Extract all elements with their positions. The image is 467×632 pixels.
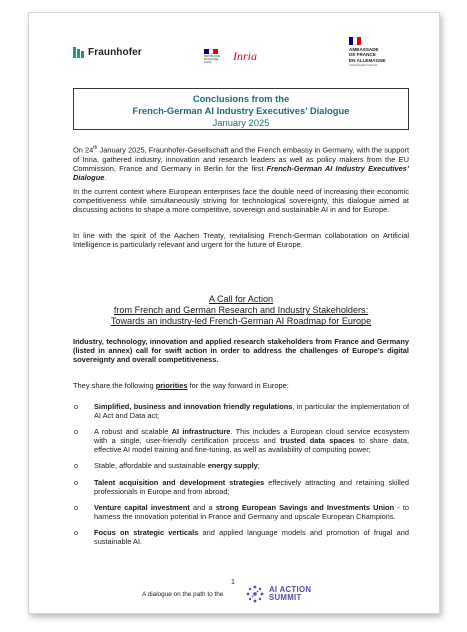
lead-text: Industry, technology, innovation and applied research stakeholders from France and Germany (listed in annex) call for swift action in order to address the challenges of Europe’s digital sovereignty and overall competitiveness. (73, 337, 409, 365)
intro-p3-text: In line with the spirit of the Aachen Treaty, revitalising French-German collaboration on Artificial Intelligence is particularly relevant and urgent for the future of Europe. (73, 231, 409, 250)
intro-paragraph-1 (73, 144, 409, 182)
call-line-1: A Call for Action (208, 294, 274, 304)
list-item-pre: Stable, affordable and sustainable (94, 461, 208, 471)
priorities-list (73, 402, 409, 553)
fraunhofer-wordmark: Fraunhofer (88, 47, 142, 58)
list-item-bold: energy supply (207, 461, 258, 471)
ambassade-line-1: AMBASSADE (349, 47, 379, 52)
republique-francaise-logo (204, 49, 224, 65)
fraunhofer-mark-icon (73, 47, 84, 58)
title-line-1: Conclusions from the (192, 93, 290, 104)
list-item (73, 503, 409, 521)
priorities-word: priorities (155, 381, 188, 390)
priorities-b: for the way forward in Europe: (187, 381, 289, 390)
intro-p1-end: . (104, 173, 107, 183)
summit-dots-icon (245, 584, 265, 604)
bullet-icon: o (74, 427, 79, 437)
list-item-text: effectively attracting and retaining skilled professionals in Europe and from abroad; (94, 477, 409, 496)
call-line-3: Towards an industry-led French-German AI Roadmap for Europe (110, 316, 372, 327)
intro-p1-sup: th (93, 145, 98, 151)
french-flag-icon (204, 49, 218, 54)
list-item-bold: Venture capital investment (94, 502, 190, 512)
intro-paragraph-3 (73, 231, 409, 249)
list-item (73, 427, 409, 454)
list-item (73, 478, 409, 496)
lead-paragraph (73, 337, 409, 365)
title-line-2: French-German AI Industry Executives’ Dialogue (132, 104, 350, 116)
footer-tagline: A dialogue on the path to the (142, 591, 224, 598)
bullet-icon: o (74, 402, 79, 411)
list-item-bold-2: strong European Savings and Investments Union (215, 502, 395, 512)
list-item (73, 461, 409, 470)
priorities-intro (73, 381, 409, 390)
list-item-text: to share data, effective AI model training and fine-tuning, as well as availability of computing power; (94, 436, 410, 455)
intro-p1-b: January 2025, Fraunhofer-Gesellschaft and the French embassy in Germany, with the support of Inria, gathered industry, innovation and research leaders as well as policy makers from the EU Commission, France and Germany in Berlin for the first (73, 145, 410, 173)
summit-line-1: AI ACTION (269, 584, 312, 594)
list-item (73, 402, 409, 420)
page-number: 1 (231, 579, 235, 586)
list-item-text: ; (257, 461, 260, 471)
ambassade-logo (349, 37, 409, 67)
logo-header (29, 13, 439, 73)
priorities-a: They share the following (73, 381, 156, 390)
list-item-mid: . This includes a European cloud service ecosystem with a single, user-friendly certification process and (94, 427, 409, 446)
inria-logo: Inria (233, 49, 257, 63)
document-page (28, 12, 440, 614)
ambassade-line-3: EN ALLEMAGNE (349, 57, 386, 63)
call-line-2: from French and German Research and Industry Stakeholders: (113, 305, 369, 316)
title-date: January 2025 (212, 116, 270, 128)
summit-line-2: SUMMIT (269, 593, 302, 602)
list-item-text: and applied language models and promotion of frugal and sustainable AI. (94, 527, 409, 547)
list-item-bold-2: trusted data spaces (280, 436, 355, 446)
page-footer (29, 579, 439, 615)
intro-paragraph-2 (73, 187, 409, 215)
ambassade-line-2: DE FRANCE (349, 52, 376, 58)
list-item-text: - to harness the innovation potential in France and Germany and upscale European Champions. (94, 502, 410, 521)
ambassade-motto: Liberté Égalité Fraternité (349, 63, 378, 67)
list-item-text: , in particular the implementation of AI Act and Data act; (94, 402, 410, 421)
list-item-bold: AI infrastructure (171, 427, 231, 437)
bullet-icon: o (74, 477, 79, 487)
list-item (73, 528, 409, 546)
list-item-bold: Focus on strategic verticals (94, 527, 199, 537)
intro-p1-a: On 24 (73, 145, 94, 155)
list-item-pre: A robust and scalable (94, 427, 172, 437)
rf-text-1: RÉPUBLIQUE (204, 55, 221, 58)
fraunhofer-logo (73, 47, 142, 58)
french-flag-icon (349, 37, 361, 45)
title-box (73, 88, 409, 130)
intro-p2-text: In the current context where European enterprises face the double need of increasing their economic competitiveness while simultaneously striving for technological sovereignty, this dialogue aimed at discussing actions to shape a more competitive, sovereign and sustainable AI in and for Europe. (73, 187, 409, 215)
list-item-mid: and a (189, 502, 216, 512)
bullet-icon: o (74, 527, 79, 537)
rf-text-3: Liberté (204, 61, 212, 64)
list-item-bold: Simplified, business and innovation friendly regulations (94, 402, 293, 411)
list-item-bold: Talent acquisition and development strategies (94, 477, 265, 487)
call-for-action-heading (73, 294, 409, 328)
dialogue-name: French-German AI Industry Executives’ Dialogue (73, 163, 410, 183)
rf-text-2: FRANÇAISE (204, 58, 219, 61)
bullet-icon: o (74, 502, 79, 512)
bullet-icon: o (74, 461, 79, 471)
ai-action-summit-logo (245, 584, 311, 604)
